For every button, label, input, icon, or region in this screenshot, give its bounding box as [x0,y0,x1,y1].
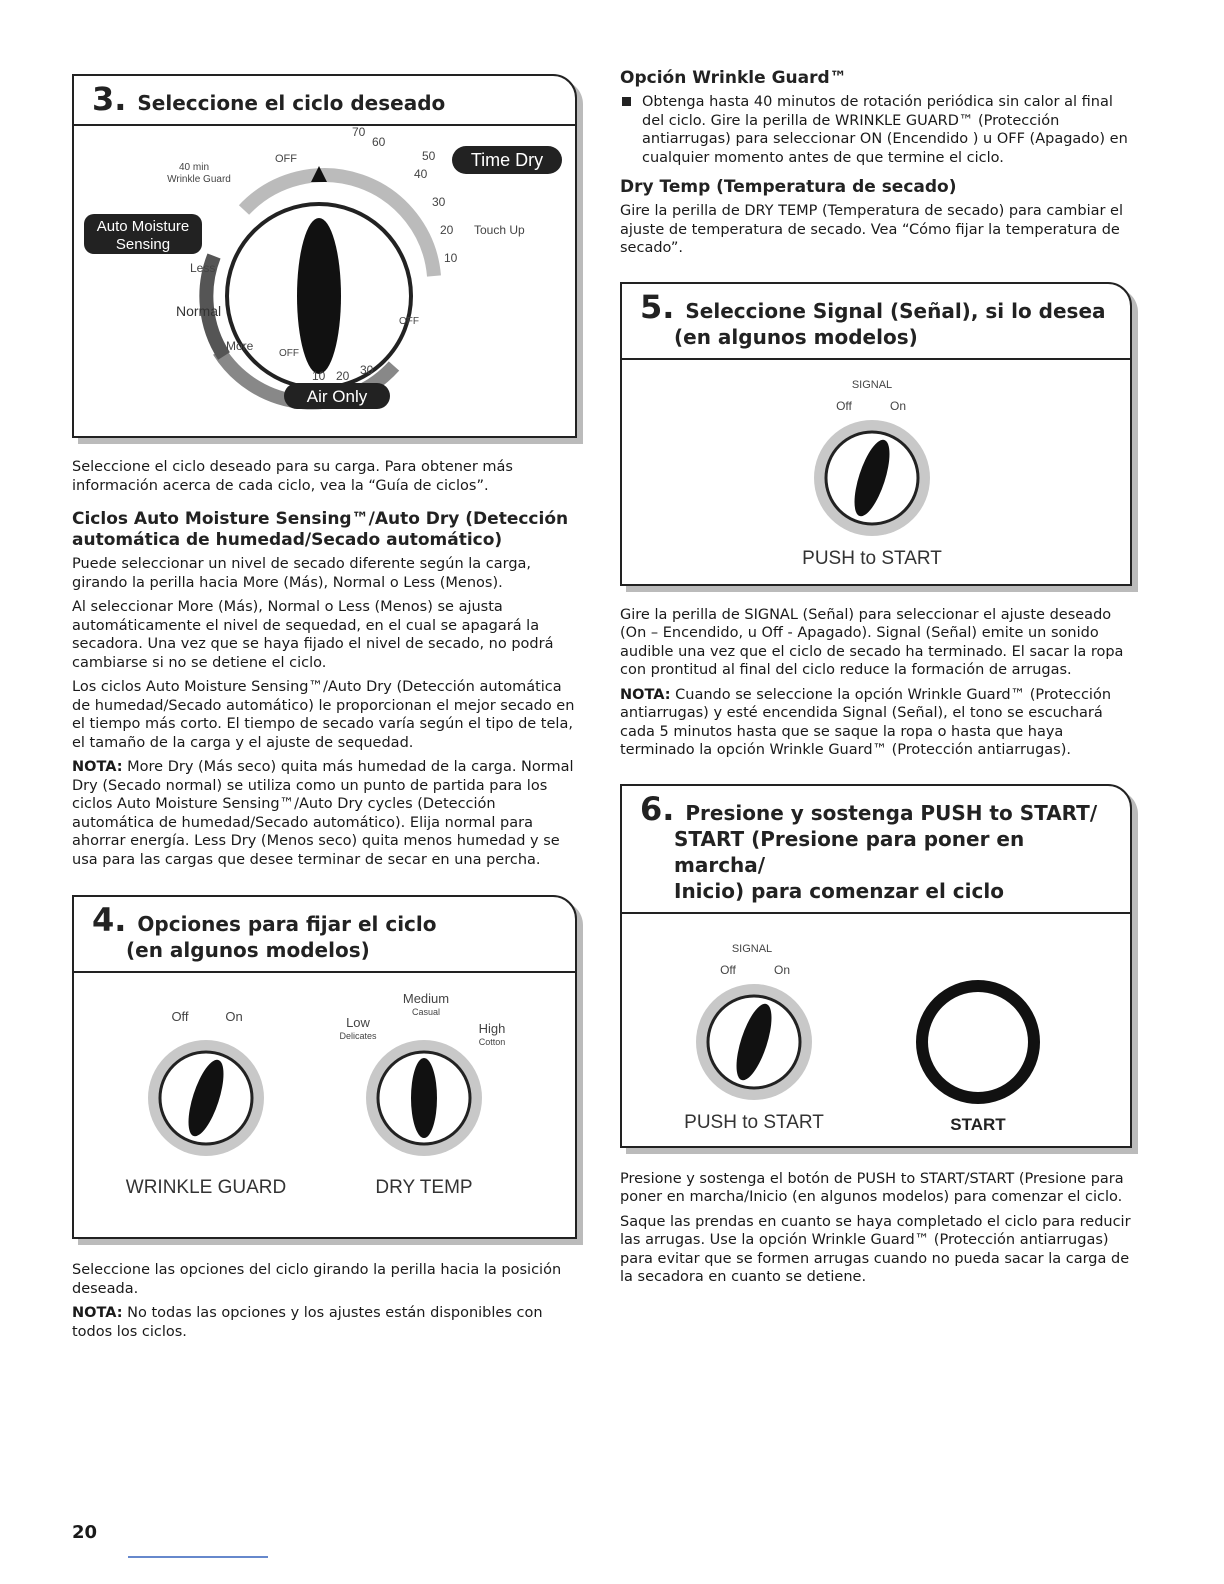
wrinkle-guard-list [620,93,1132,167]
start-controls-illustration [622,914,1122,1154]
step6-p2: Saque las prendas en cuanto se haya completado el ciclo para reducir las arrugas. Use la opción Wrinkle Guard™ (Protección antiarrugas) para evitar que se formen arrugas cuando no pueda sacar la carga de la secadora en cuanto se detiene. [620,1213,1131,1285]
tick-b20: 20 [336,369,350,383]
tick-b10: 10 [312,369,326,383]
step4-caption: Seleccione las opciones del ciclo girando la perilla hacia la posición deseada. [72,1262,562,1297]
step-number: 5. [640,287,675,326]
temp-low-label: Low [346,1015,370,1030]
wrinkle-guard-bullet: Obtenga hasta 40 minutos de rotación periódica sin calor al final del ciclo. Gire la perilla de WRINKLE GUARD™ (Protección antiarrugas) para seleccionar ON (Encendido ) u OFF (Apagado) en cualquier momento antes de que termine el ciclo. [620,93,1132,167]
temp-cotton-label: Cotton [478,1037,506,1047]
wrinkle-on-label: On [225,1009,243,1024]
nota-label: NOTA: [620,686,671,703]
signal-on-label: On [773,962,791,977]
step3-heading [74,76,575,126]
wrinkle-off-label: Off [171,1009,189,1024]
auto-sensing-nota [72,758,577,869]
signal-label: SIGNAL [851,378,893,391]
left-column [72,74,577,1347]
step-number: 4. [92,901,127,939]
step5-p1: Gire la perilla de SIGNAL (Señal) para seleccionar el ajuste deseado (On – Encendido, u Off - Apagado). Signal (Señal) emite un sonido audible una vez que el ciclo de secado ha terminado. El sacar la ropa con prontitud al final del ciclo reduce la formación de arrugas. [620,606,1124,678]
wrinkle-guard-label: WRINKLE GUARD [125,1177,287,1198]
step6-box [620,784,1132,1148]
step3-caption: Seleccione el ciclo deseado para su carga. Para obtener más información acerca de cada ciclo, vea la “Guía de ciclos”. [72,459,513,494]
air-only-label: Air Only [306,387,368,406]
tick-20: 20 [440,223,454,237]
start-label: START [950,1114,1006,1134]
step5-heading [622,284,1130,360]
auto-sensing-p2: Al seleccionar More (Más), Normal o Less (Menos) se ajusta automáticamente el nivel de sequedad, en el cual se apagará la secadora. Una vez que se haya fijado el nivel de secado, no podrá cambiarse si no se detiene el ciclo. [72,599,554,671]
auto-moisture-label-2: Sensing [115,236,171,253]
step5-nota [620,686,1132,760]
step6-heading [622,786,1130,914]
signal-dial-illustration [622,360,1122,580]
step-title-2: (en algunos modelos) [674,324,918,349]
normal-label: Normal [176,303,222,319]
tick-50: 50 [422,149,436,163]
tick-40: 40 [414,167,428,181]
time-dry-label: Time Dry [470,150,544,170]
off-right-label: OFF [399,316,419,327]
less-label: Less [190,261,216,275]
tick-70: 70 [352,126,366,139]
off-bottom-label: OFF [279,348,299,359]
step-title-2: START (Presione para poner en marcha/ [674,826,1025,877]
step4-box [72,895,577,1239]
wrinkle-guard-label: Wrinkle Guard [167,174,231,185]
off-top-label: OFF [275,153,297,165]
tick-60: 60 [372,135,386,149]
auto-sensing-p3: Los ciclos Auto Moisture Sensing™/Auto Dry (Detección automática de humedad/Secado automático) le proporcionan el mejor secado en el tiempo más corto. El tiempo de secado varía según el tipo de tela, el tamaño de la carga y el ajuste de sequedad. [72,679,575,751]
step4-heading [74,897,575,973]
tick-30: 30 [432,195,446,209]
tick-10: 10 [444,251,458,265]
dry-temp-p1: Gire la perilla de DRY TEMP (Temperatura de secado) para cambiar el ajuste de temperatura de secado. Vea “Cómo fijar la temperatura de secado”. [620,203,1123,256]
nota-text: Cuando se seleccione la opción Wrinkle Guard™ (Protección antiarrugas) y esté encendida Signal (Señal), el tono se escuchará cada 5 minutos hasta que se saque la ropa o hasta que haya terminado la opción Wrinkle Guard™ (Protección antiarrugas). [620,686,1112,758]
temp-medium-label: Medium [402,991,450,1006]
more-label: More [226,339,254,353]
temp-high-label: High [478,1021,506,1036]
start-button[interactable] [922,986,1034,1098]
nota-label: NOTA: [72,759,123,775]
step3-box [72,74,577,438]
signal-off-label: Off [836,398,852,413]
step4-nota [72,1304,577,1341]
step-title-1: Presione y sostenga PUSH to START/ [685,800,1098,825]
wrinkle-guard-heading: Opción Wrinkle Guard™ [620,68,847,88]
nota-text: No todas las opciones y los ajustes están disponibles con todos los ciclos. [72,1305,543,1340]
step-title-2: (en algunos modelos) [126,938,370,962]
dry-temp-label: DRY TEMP [375,1177,473,1198]
push-to-start-label: PUSH to START [802,547,942,569]
step-title: Seleccione el ciclo deseado [137,91,446,115]
auto-sensing-p1: Puede seleccionar un nivel de secado diferente según la carga, girando la perilla hacia More (Más), Normal o Less (Menos). [72,556,532,591]
step-number: 3. [92,80,127,118]
nota-text: More Dry (Más seco) quita más humedad de la carga. Normal Dry (Secado normal) se utiliza como un punto de partida para los ciclos Auto Moisture Sensing™/Auto Dry cycles (Detección automática de humedad/Secado automático). Elija normal para ahorrar energía. Less Dry (Menos seco) quita menos humedad y se usa para las cargas que desee terminar de secar en una percha. [72,759,574,868]
signal-on-label: On [889,398,907,413]
page-number: 20 [72,1522,98,1543]
knob-pointer [297,218,341,374]
footer-rule [128,1556,268,1558]
tick-b30: 30 [360,363,374,377]
step-title-3: Inicio) para comenzar el ciclo [674,878,1004,903]
auto-moisture-label-1: Auto Moisture [96,218,190,235]
step5-box [620,282,1132,586]
auto-sensing-heading: Ciclos Auto Moisture Sensing™/Auto Dry (Detección automática de humedad/Secado automático) [72,509,569,550]
right-column [620,68,1132,1293]
options-dials-illustration [74,973,574,1223]
temp-casual-label: Casual [411,1007,441,1017]
signal-off-label: Off [720,962,736,977]
step-number: 6. [640,789,675,828]
step6-p1: Presione y sostenga el botón de PUSH to START/START (Presione para poner en marcha/Inicio (en algunos modelos) para comenzar el ciclo. [620,1170,1124,1205]
temp-delicates-label: Delicates [339,1031,377,1041]
nota-label: NOTA: [72,1305,123,1321]
push-to-start-label: PUSH to START [684,1111,824,1133]
touch-up-label: Touch Up [474,223,525,237]
knob-pointer [411,1058,437,1138]
dry-temp-heading: Dry Temp (Temperatura de secado) [620,177,957,197]
wrinkle-40-label: 40 min [178,162,210,173]
step-title-1: Opciones para fijar el ciclo [137,912,437,936]
step-title-1: Seleccione Signal (Señal), si lo desea [685,298,1106,323]
cycle-dial-illustration [74,126,574,426]
signal-label: SIGNAL [731,942,773,955]
